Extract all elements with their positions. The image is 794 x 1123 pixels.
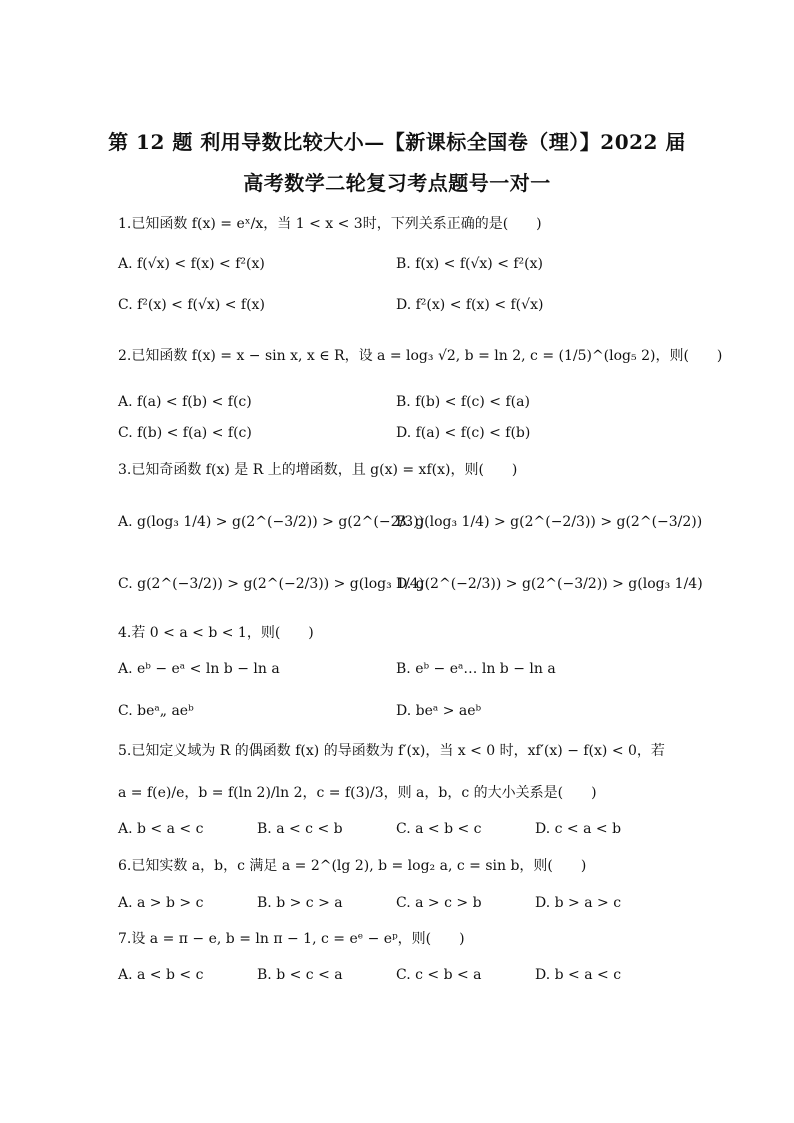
question-7-option-a: A. a < b < c	[118, 967, 204, 983]
question-4-option-d: D. beᵃ > aeᵇ	[396, 703, 482, 719]
question-7-stem: 7.设 a = π − e, b = ln π − 1, c = eᵉ − eᵖ，则( )	[118, 931, 465, 947]
question-5-stem-continued: a = f(e)/e，b = f(ln 2)/ln 2，c = f(3)/3，则 a，b，c 的大小关系是( )	[118, 785, 597, 801]
question-3-option-c: C. g(2^(−3/2)) > g(2^(−2/3)) > g(log₃ 1/4)	[118, 576, 425, 592]
question-3-option-a: A. g(log₃ 1/4) > g(2^(−3/2)) > g(2^(−2/3))	[118, 514, 425, 530]
question-3-option-d: D. g(2^(−2/3)) > g(2^(−3/2)) > g(log₃ 1/4)	[396, 576, 703, 592]
question-4-option-c: C. beᵃ„ aeᵇ	[118, 703, 194, 719]
question-4-option-a: A. eᵇ − eᵃ < ln b − ln a	[118, 661, 280, 677]
question-3-option-b: B. g(log₃ 1/4) > g(2^(−2/3)) > g(2^(−3/2))	[396, 514, 703, 530]
question-2-stem: 2.已知函数 f(x) = x − sin x, x ∈ R，设 a = log₃ √2, b = ln 2, c = (1/5)^(log₅ 2)，则( )	[118, 348, 723, 364]
question-1-option-b: B. f(x) < f(√x) < f²(x)	[396, 256, 543, 272]
question-2-option-c: C. f(b) < f(a) < f(c)	[118, 425, 252, 441]
question-6-option-c: C. a > c > b	[396, 895, 482, 911]
question-5-option-a: A. b < a < c	[118, 821, 204, 837]
question-2-option-d: D. f(a) < f(c) < f(b)	[396, 425, 531, 441]
question-1-option-d: D. f²(x) < f(x) < f(√x)	[396, 297, 544, 313]
question-1-option-a: A. f(√x) < f(x) < f²(x)	[118, 256, 265, 272]
question-6-stem: 6.已知实数 a，b，c 满足 a = 2^(lg 2), b = log₂ a, c = sin b，则( )	[118, 858, 587, 874]
question-7-option-c: C. c < b < a	[396, 967, 482, 983]
question-2-option-b: B. f(b) < f(c) < f(a)	[396, 394, 530, 410]
question-3-stem: 3.已知奇函数 f(x) 是 R 上的增函数，且 g(x) = xf(x)，则( )	[118, 462, 518, 478]
question-2-option-a: A. f(a) < f(b) < f(c)	[118, 394, 252, 410]
question-5-option-d: D. c < a < b	[535, 821, 622, 837]
question-1-stem: 1.已知函数 f(x) = eˣ/x，当 1 < x < 3时，下列关系正确的是( )	[118, 216, 542, 232]
question-1-option-c: C. f²(x) < f(√x) < f(x)	[118, 297, 265, 313]
question-7-option-b: B. b < c < a	[257, 967, 343, 983]
question-7-option-d: D. b < a < c	[535, 967, 622, 983]
question-6-option-b: B. b > c > a	[257, 895, 343, 911]
question-5-option-b: B. a < c < b	[257, 821, 343, 837]
question-4-option-b: B. eᵇ − eᵃ… ln b − ln a	[396, 661, 556, 677]
question-5-stem: 5.已知定义域为 R 的偶函数 f(x) 的导函数为 f′(x)，当 x < 0 时，xf′(x) − f(x) < 0，若	[118, 743, 665, 759]
question-5-option-c: C. a < b < c	[396, 821, 482, 837]
question-6-option-a: A. a > b > c	[118, 895, 204, 911]
question-6-option-d: D. b > a > c	[535, 895, 622, 911]
question-4-stem: 4.若 0 < a < b < 1，则( )	[118, 625, 314, 641]
page-title-line-1: 第 12 题 利用导数比较大小—【新课标全国卷（理）】2022 届	[108, 130, 686, 154]
page-title-line-2: 高考数学二轮复习考点题号一对一	[243, 171, 551, 195]
